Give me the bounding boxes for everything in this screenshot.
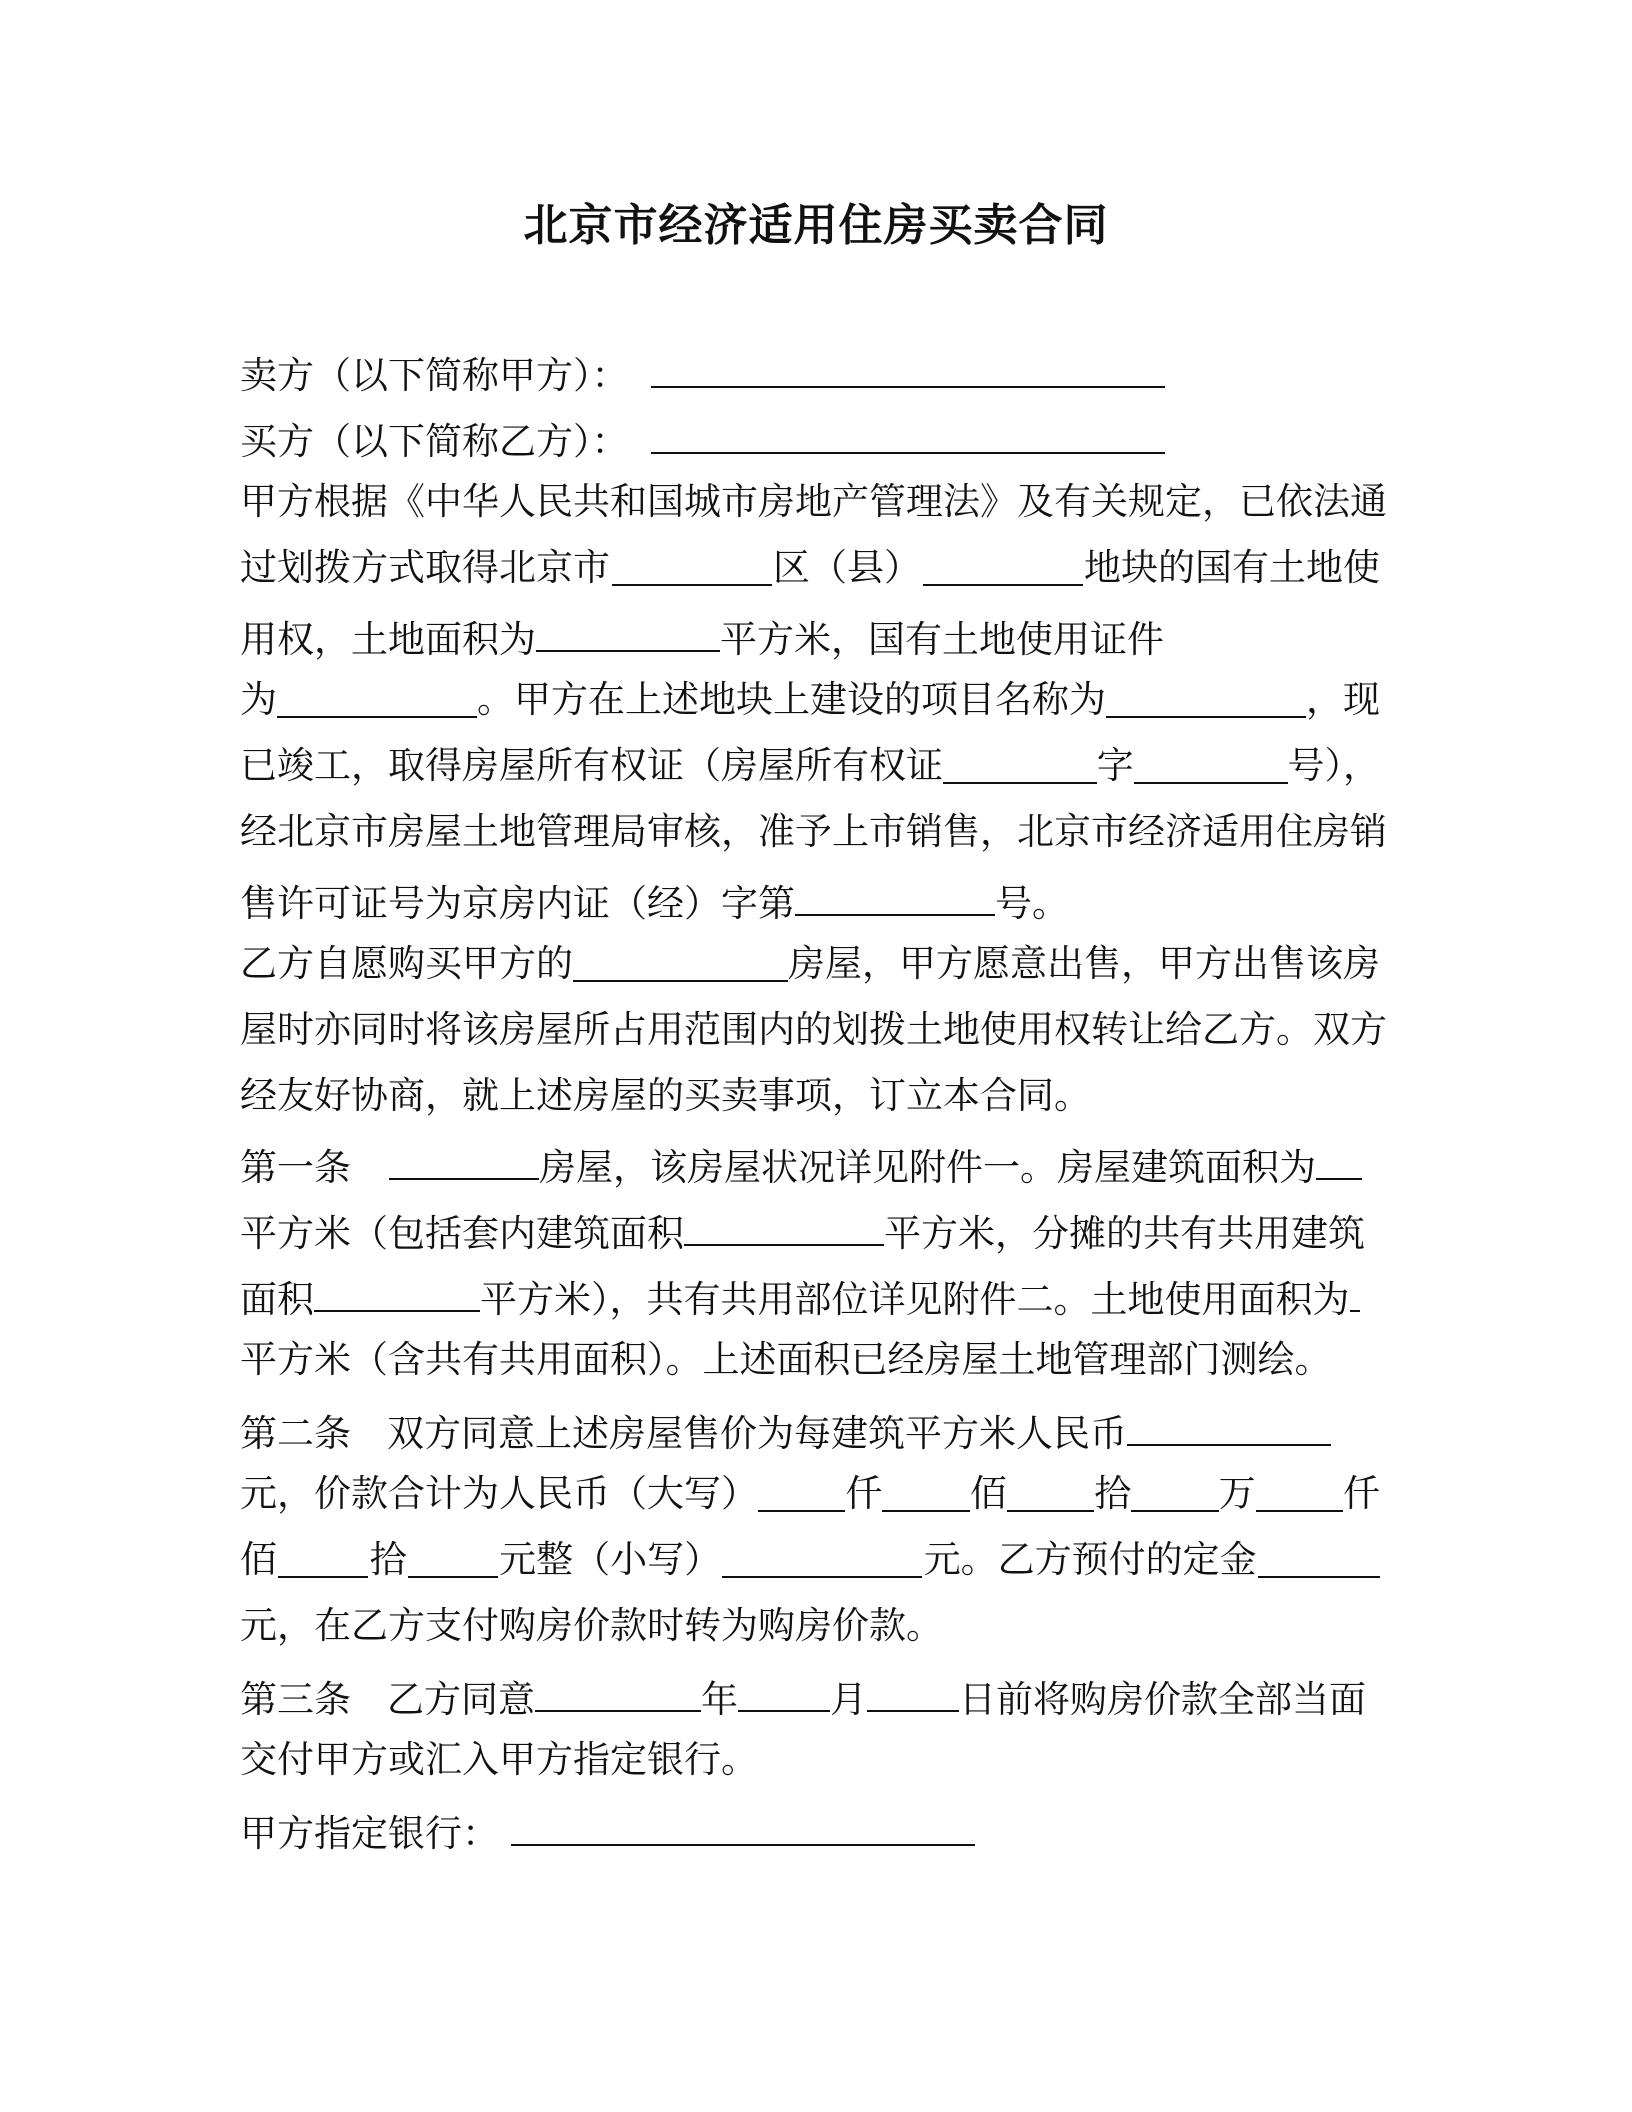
article-3-line-2 (240, 1732, 758, 1788)
article-3-heading: 第三条 (240, 1678, 351, 1721)
p1-text: 平方米，国有土地使用证件 (720, 618, 1164, 661)
article-1-text: 平方米（含共有共用面积）。上述面积已经房屋土地管理部门测绘。 (240, 1338, 1332, 1381)
total-price-numeric-field[interactable] (722, 1532, 922, 1578)
article-2-text: 佰 (240, 1538, 277, 1581)
total-price-digit-field[interactable] (1131, 1466, 1218, 1512)
payment-month-field[interactable] (738, 1666, 830, 1712)
article-1-line-3 (240, 1266, 1360, 1322)
bank-label: 甲方指定银行： (240, 1812, 499, 1855)
district-field[interactable] (612, 540, 772, 586)
ownership-cert-number-field[interactable] (1134, 738, 1288, 784)
article-2-text: 仟 (845, 1472, 883, 1515)
sales-permit-number-field[interactable] (795, 870, 995, 916)
article-3-text: 日前将购房价款全部当面 (959, 1678, 1366, 1721)
total-price-digit-field[interactable] (882, 1466, 969, 1512)
plot-field[interactable] (923, 540, 1083, 586)
article-2-text: 佰 (969, 1472, 1007, 1515)
article-1-text: 平方米，分摊的共有共用建筑 (884, 1212, 1365, 1255)
p1-text: 号）， (1287, 744, 1380, 787)
p1-line-4 (240, 672, 1380, 728)
page-title: 北京市经济适用住房买卖合同 (523, 200, 1109, 251)
article-2-text: 拾 (1094, 1472, 1132, 1515)
buyer-line (240, 408, 1165, 464)
p1-text: 区（县） (773, 546, 921, 589)
inner-area-field[interactable] (684, 1200, 884, 1246)
p1-text: 字 (1096, 744, 1134, 787)
article-3-text: 乙方同意 (387, 1678, 535, 1721)
p2-line-1 (240, 936, 1380, 992)
article-3-text: 月 (830, 1678, 867, 1721)
buyer-name-field[interactable] (651, 408, 1165, 454)
p1-line-6 (240, 804, 1387, 860)
p2-text: 屋时亦同时将该房屋所占用范围内的划拨土地使用权转让给乙方。双方 (240, 1008, 1387, 1051)
article-1-text: 平方米（包括套内建筑面积 (240, 1212, 684, 1255)
article-1-line-4 (240, 1332, 1332, 1388)
article-1-line-1 (240, 1134, 1362, 1190)
p2-text: 房屋，甲方愿意出售，甲方出售该房 (788, 942, 1380, 985)
land-use-area-field[interactable] (1350, 1266, 1360, 1312)
article-1-text: 房屋，该房屋状况详见附件一。房屋建筑面积为 (539, 1146, 1316, 1189)
land-area-field[interactable] (536, 606, 720, 652)
p1-line-7 (240, 870, 1069, 926)
deposit-field[interactable] (1258, 1532, 1380, 1578)
p1-text: 用权，土地面积为 (240, 618, 536, 661)
p1-text: 为 (240, 678, 277, 721)
p2-text: 乙方自愿购买甲方的 (240, 942, 573, 985)
house-description-field[interactable] (389, 1134, 539, 1180)
p1-text: 经北京市房屋土地管理局审核，准予上市销售，北京市经济适用住房销 (240, 810, 1387, 853)
article-3-text: 年 (701, 1678, 738, 1721)
article-1-line-2 (240, 1200, 1365, 1256)
article-2-line-4 (240, 1598, 943, 1654)
seller-label: 卖方（以下简称甲方）： (240, 354, 629, 397)
house-location-field[interactable] (573, 936, 788, 982)
total-price-digit-field[interactable] (1256, 1466, 1343, 1512)
p1-text: 售许可证号为京房内证（经）字第 (240, 882, 795, 925)
article-2-text: 万 (1218, 1472, 1256, 1515)
total-price-digit-field[interactable] (1007, 1466, 1094, 1512)
p1-text: ，现 (1306, 678, 1380, 721)
bank-name-field[interactable] (511, 1800, 975, 1846)
article-2-line-3 (240, 1532, 1380, 1588)
seller-name-field[interactable] (651, 342, 1165, 388)
total-price-digit-field[interactable] (278, 1532, 368, 1578)
unit-price-field[interactable] (1127, 1400, 1331, 1446)
payment-day-field[interactable] (867, 1666, 959, 1712)
article-1-text: 面积 (240, 1278, 314, 1321)
p2-line-3 (240, 1068, 1091, 1124)
article-2-text: 元，在乙方支付购房价款时转为购房价款。 (240, 1604, 943, 1647)
p1-text: 过划拨方式取得北京市 (240, 546, 610, 589)
p1-text: 。甲方在上述地块上建设的项目名称为 (477, 678, 1106, 721)
p1-text: 甲方根据《中华人民共和国城市房地产管理法》及有关规定，已依法通 (240, 480, 1387, 523)
article-2-line-1 (240, 1400, 1331, 1456)
p2-text: 经友好协商，就上述房屋的买卖事项，订立本合同。 (240, 1074, 1091, 1117)
ownership-cert-word-field[interactable] (943, 738, 1097, 784)
p1-line-5 (240, 738, 1380, 794)
p1-text: 已竣工，取得房屋所有权证（房屋所有权证 (240, 744, 943, 787)
article-1-text: 平方米），共有共用部位详见附件二。土地使用面积为 (480, 1278, 1350, 1321)
article-2-text: 仟 (1343, 1472, 1381, 1515)
p1-text: 地块的国有土地使 (1084, 546, 1380, 589)
article-2-text: 拾 (369, 1538, 407, 1581)
seller-line (240, 342, 1165, 398)
article-2-line-2 (240, 1466, 1380, 1522)
article-2-text: 双方同意上述房屋售价为每建筑平方米人民币 (387, 1412, 1127, 1455)
article-3-text: 交付甲方或汇入甲方指定银行。 (240, 1738, 758, 1781)
shared-area-field[interactable] (314, 1266, 480, 1312)
project-name-field[interactable] (1106, 672, 1306, 718)
p1-text: 号。 (995, 882, 1069, 925)
article-2-text: 元，价款合计为人民币（大写） (240, 1472, 758, 1515)
p1-line-1 (240, 474, 1387, 530)
payment-year-field[interactable] (535, 1666, 701, 1712)
total-price-digit-field[interactable] (408, 1532, 498, 1578)
p1-line-2 (240, 540, 1380, 596)
buyer-label: 买方（以下简称乙方）： (240, 420, 629, 463)
article-1-heading: 第一条 (240, 1146, 351, 1189)
article-3-line-1 (240, 1666, 1366, 1722)
p2-line-2 (240, 1002, 1387, 1058)
building-area-field[interactable] (1316, 1134, 1362, 1180)
article-2-text: 元。乙方预付的定金 (923, 1538, 1257, 1581)
p1-line-3 (240, 606, 1164, 662)
bank-line (240, 1800, 975, 1856)
article-2-text: 元整（小写） (499, 1538, 722, 1581)
land-certificate-field[interactable] (277, 672, 477, 718)
total-price-digit-field[interactable] (758, 1466, 845, 1512)
article-2-heading: 第二条 (240, 1412, 351, 1455)
